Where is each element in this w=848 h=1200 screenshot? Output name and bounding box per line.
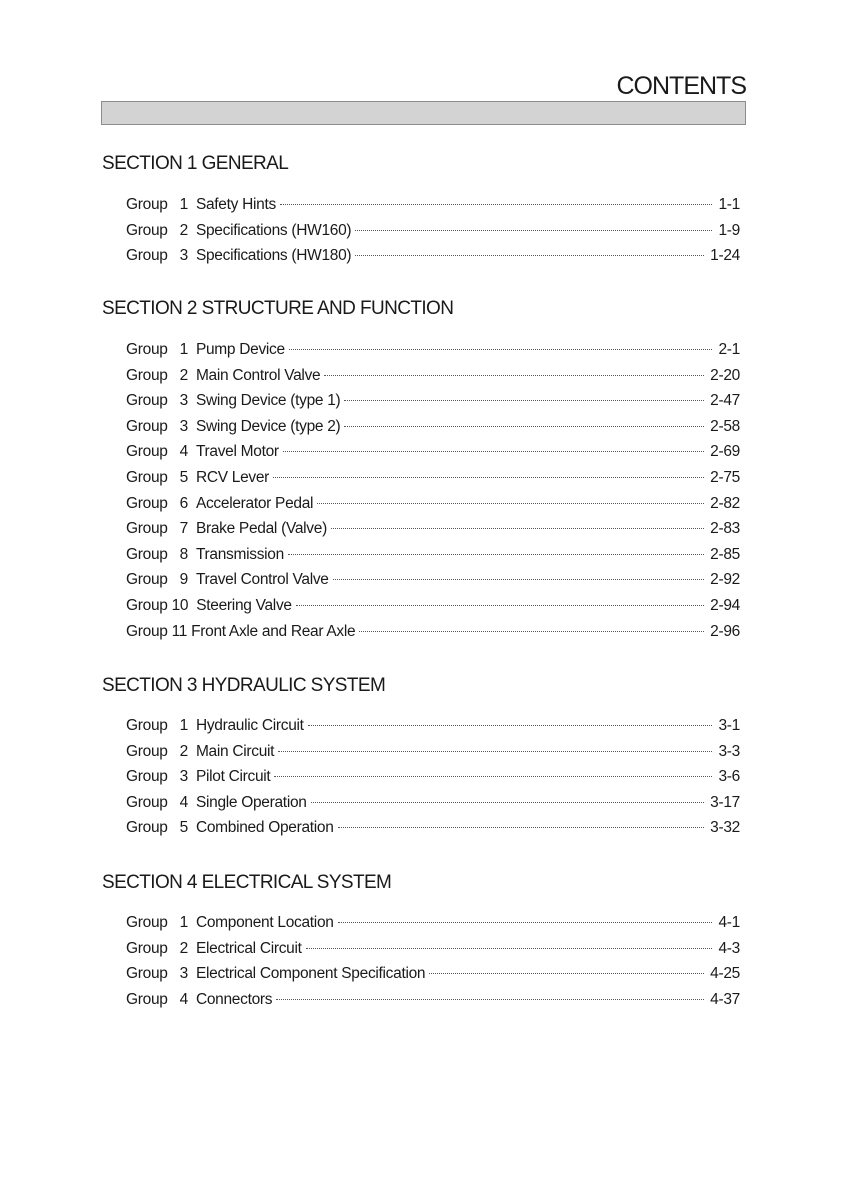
group-number: Group 8: [126, 545, 196, 563]
toc-entry[interactable]: [126, 768, 740, 790]
section-heading: SECTION 1 GENERAL: [102, 153, 289, 174]
group-number: Group 7: [126, 520, 196, 538]
entry-title: Swing Device (type 1): [195, 392, 341, 410]
toc-entry[interactable]: [126, 546, 740, 568]
dot-leader: [306, 948, 713, 949]
group-number: Group 4: [126, 793, 196, 811]
group-number: Group 10: [126, 597, 197, 614]
toc-entry[interactable]: [126, 597, 740, 619]
group-number: Group 6: [126, 494, 196, 512]
dot-leader: [289, 349, 713, 350]
page-title: CONTENTS: [616, 72, 746, 100]
section-heading: SECTION 3 HYDRAULIC SYSTEM: [102, 675, 386, 696]
page-number: 2-83: [710, 520, 740, 538]
entry-title: Main Control Valve: [195, 366, 321, 384]
entry-title: Pilot Circuit: [195, 768, 271, 786]
group-number: Group 1: [126, 914, 196, 931]
group-number: Group 4: [126, 443, 196, 461]
page-number: 1-9: [718, 221, 740, 239]
title-band: [101, 101, 746, 125]
dot-leader: [429, 973, 704, 974]
toc-entry[interactable]: [126, 914, 740, 936]
entry-title: Front Axle and Rear Axle: [191, 622, 356, 640]
group-number: Group 2: [126, 221, 196, 239]
entry-title: Safety Hints: [195, 196, 276, 213]
dot-leader: [359, 631, 704, 632]
toc-entry[interactable]: [126, 717, 740, 739]
entry-title: Specifications (HW180): [195, 247, 352, 264]
toc-entry[interactable]: [126, 819, 740, 841]
page-number: 2-82: [710, 494, 740, 512]
page-number: 2-69: [710, 443, 740, 461]
page-number: 2-94: [710, 597, 740, 614]
page-number: 3-32: [710, 819, 740, 837]
entry-title: Main Circuit: [195, 742, 275, 760]
page-number: 4-25: [710, 965, 740, 983]
toc-entry[interactable]: [126, 520, 740, 542]
group-number: Group 2: [126, 939, 196, 957]
group-number: Group 3: [126, 965, 196, 983]
group-number: Group 3: [126, 417, 196, 435]
page-number: 2-47: [710, 392, 740, 410]
entry-title: Accelerator Pedal: [195, 494, 314, 512]
toc-entry[interactable]: [126, 392, 740, 414]
entry-title: Electrical Circuit: [195, 939, 302, 957]
toc-entry[interactable]: [126, 495, 740, 517]
dot-leader: [296, 605, 704, 606]
section-heading: SECTION 2 STRUCTURE AND FUNCTION: [102, 298, 454, 319]
toc-entry[interactable]: [126, 743, 740, 765]
entry-title: Brake Pedal (Valve): [195, 520, 327, 538]
dot-leader: [344, 426, 704, 427]
dot-leader: [273, 477, 704, 478]
entry-title: Pump Device: [195, 341, 285, 358]
toc-entry[interactable]: [126, 367, 740, 389]
dot-leader: [333, 579, 705, 580]
dot-leader: [338, 922, 713, 923]
group-number: Group 2: [126, 742, 196, 760]
entry-title: Connectors: [195, 990, 273, 1008]
entry-title: Combined Operation: [195, 819, 334, 837]
group-number: Group 5: [126, 469, 196, 486]
group-number: Group 3: [126, 247, 196, 264]
page-number: 2-58: [710, 417, 740, 435]
entry-title: Travel Control Valve: [195, 571, 329, 589]
page-number: 2-96: [710, 622, 740, 640]
dot-leader: [280, 204, 713, 205]
page-number: 1-1: [718, 196, 740, 213]
group-number: Group 3: [126, 392, 196, 410]
group-number: Group 1: [126, 341, 196, 358]
page-number: 2-92: [710, 571, 740, 589]
entry-title: Transmission: [195, 545, 284, 563]
dot-leader: [324, 375, 704, 376]
group-number: Group 3: [126, 768, 196, 786]
page-number: 3-6: [718, 768, 740, 786]
group-number: Group 9: [126, 571, 196, 589]
dot-leader: [331, 528, 704, 529]
page-number: 2-85: [710, 545, 740, 563]
toc-entry[interactable]: [126, 794, 740, 816]
page-number: 4-3: [718, 939, 740, 957]
page-number: 2-1: [718, 341, 740, 358]
toc-entry[interactable]: [126, 623, 740, 645]
toc-entry[interactable]: [126, 571, 740, 593]
dot-leader: [288, 554, 704, 555]
entry-title: Specifications (HW160): [195, 221, 352, 239]
entry-title: Single Operation: [195, 793, 307, 811]
dot-leader: [308, 725, 713, 726]
toc-entry[interactable]: [126, 247, 740, 269]
toc-entry[interactable]: [126, 991, 740, 1013]
group-number: Group 11: [126, 622, 192, 640]
entry-title: Swing Device (type 2): [195, 417, 341, 435]
page-number: 4-1: [718, 914, 740, 931]
toc-entry[interactable]: [126, 341, 740, 363]
toc-entry[interactable]: [126, 196, 740, 218]
dot-leader: [355, 255, 704, 256]
toc-entry[interactable]: [126, 418, 740, 440]
entry-title: Steering Valve: [196, 597, 292, 614]
page-number: 1-24: [710, 247, 740, 264]
dot-leader: [283, 451, 704, 452]
group-number: Group 2: [126, 366, 196, 384]
dot-leader: [338, 827, 705, 828]
toc-entry[interactable]: [126, 940, 740, 962]
toc-entry[interactable]: [126, 222, 740, 244]
group-number: Group 1: [126, 717, 196, 734]
section-heading: SECTION 4 ELECTRICAL SYSTEM: [102, 872, 392, 893]
entry-title: Electrical Component Specification: [195, 965, 426, 983]
group-number: Group 4: [126, 990, 196, 1008]
entry-title: Travel Motor: [195, 443, 279, 461]
dot-leader: [276, 999, 704, 1000]
page-number: 2-20: [710, 366, 740, 384]
toc-entry[interactable]: [126, 443, 740, 465]
page-number: 4-37: [710, 990, 740, 1008]
entry-title: RCV Lever: [195, 469, 270, 486]
toc-entry[interactable]: [126, 469, 740, 491]
group-number: Group 5: [126, 819, 196, 837]
page-number: 3-1: [718, 717, 740, 734]
page-number: 2-75: [710, 469, 740, 486]
entry-title: Hydraulic Circuit: [195, 717, 304, 734]
dot-leader: [355, 230, 712, 231]
dot-leader: [274, 776, 712, 777]
dot-leader: [317, 503, 704, 504]
dot-leader: [311, 802, 705, 803]
group-number: Group 1: [126, 196, 196, 213]
page-number: 3-3: [718, 742, 740, 760]
dot-leader: [278, 751, 712, 752]
dot-leader: [344, 400, 704, 401]
page-number: 3-17: [710, 793, 740, 811]
entry-title: Component Location: [195, 914, 334, 931]
toc-entry[interactable]: [126, 965, 740, 987]
